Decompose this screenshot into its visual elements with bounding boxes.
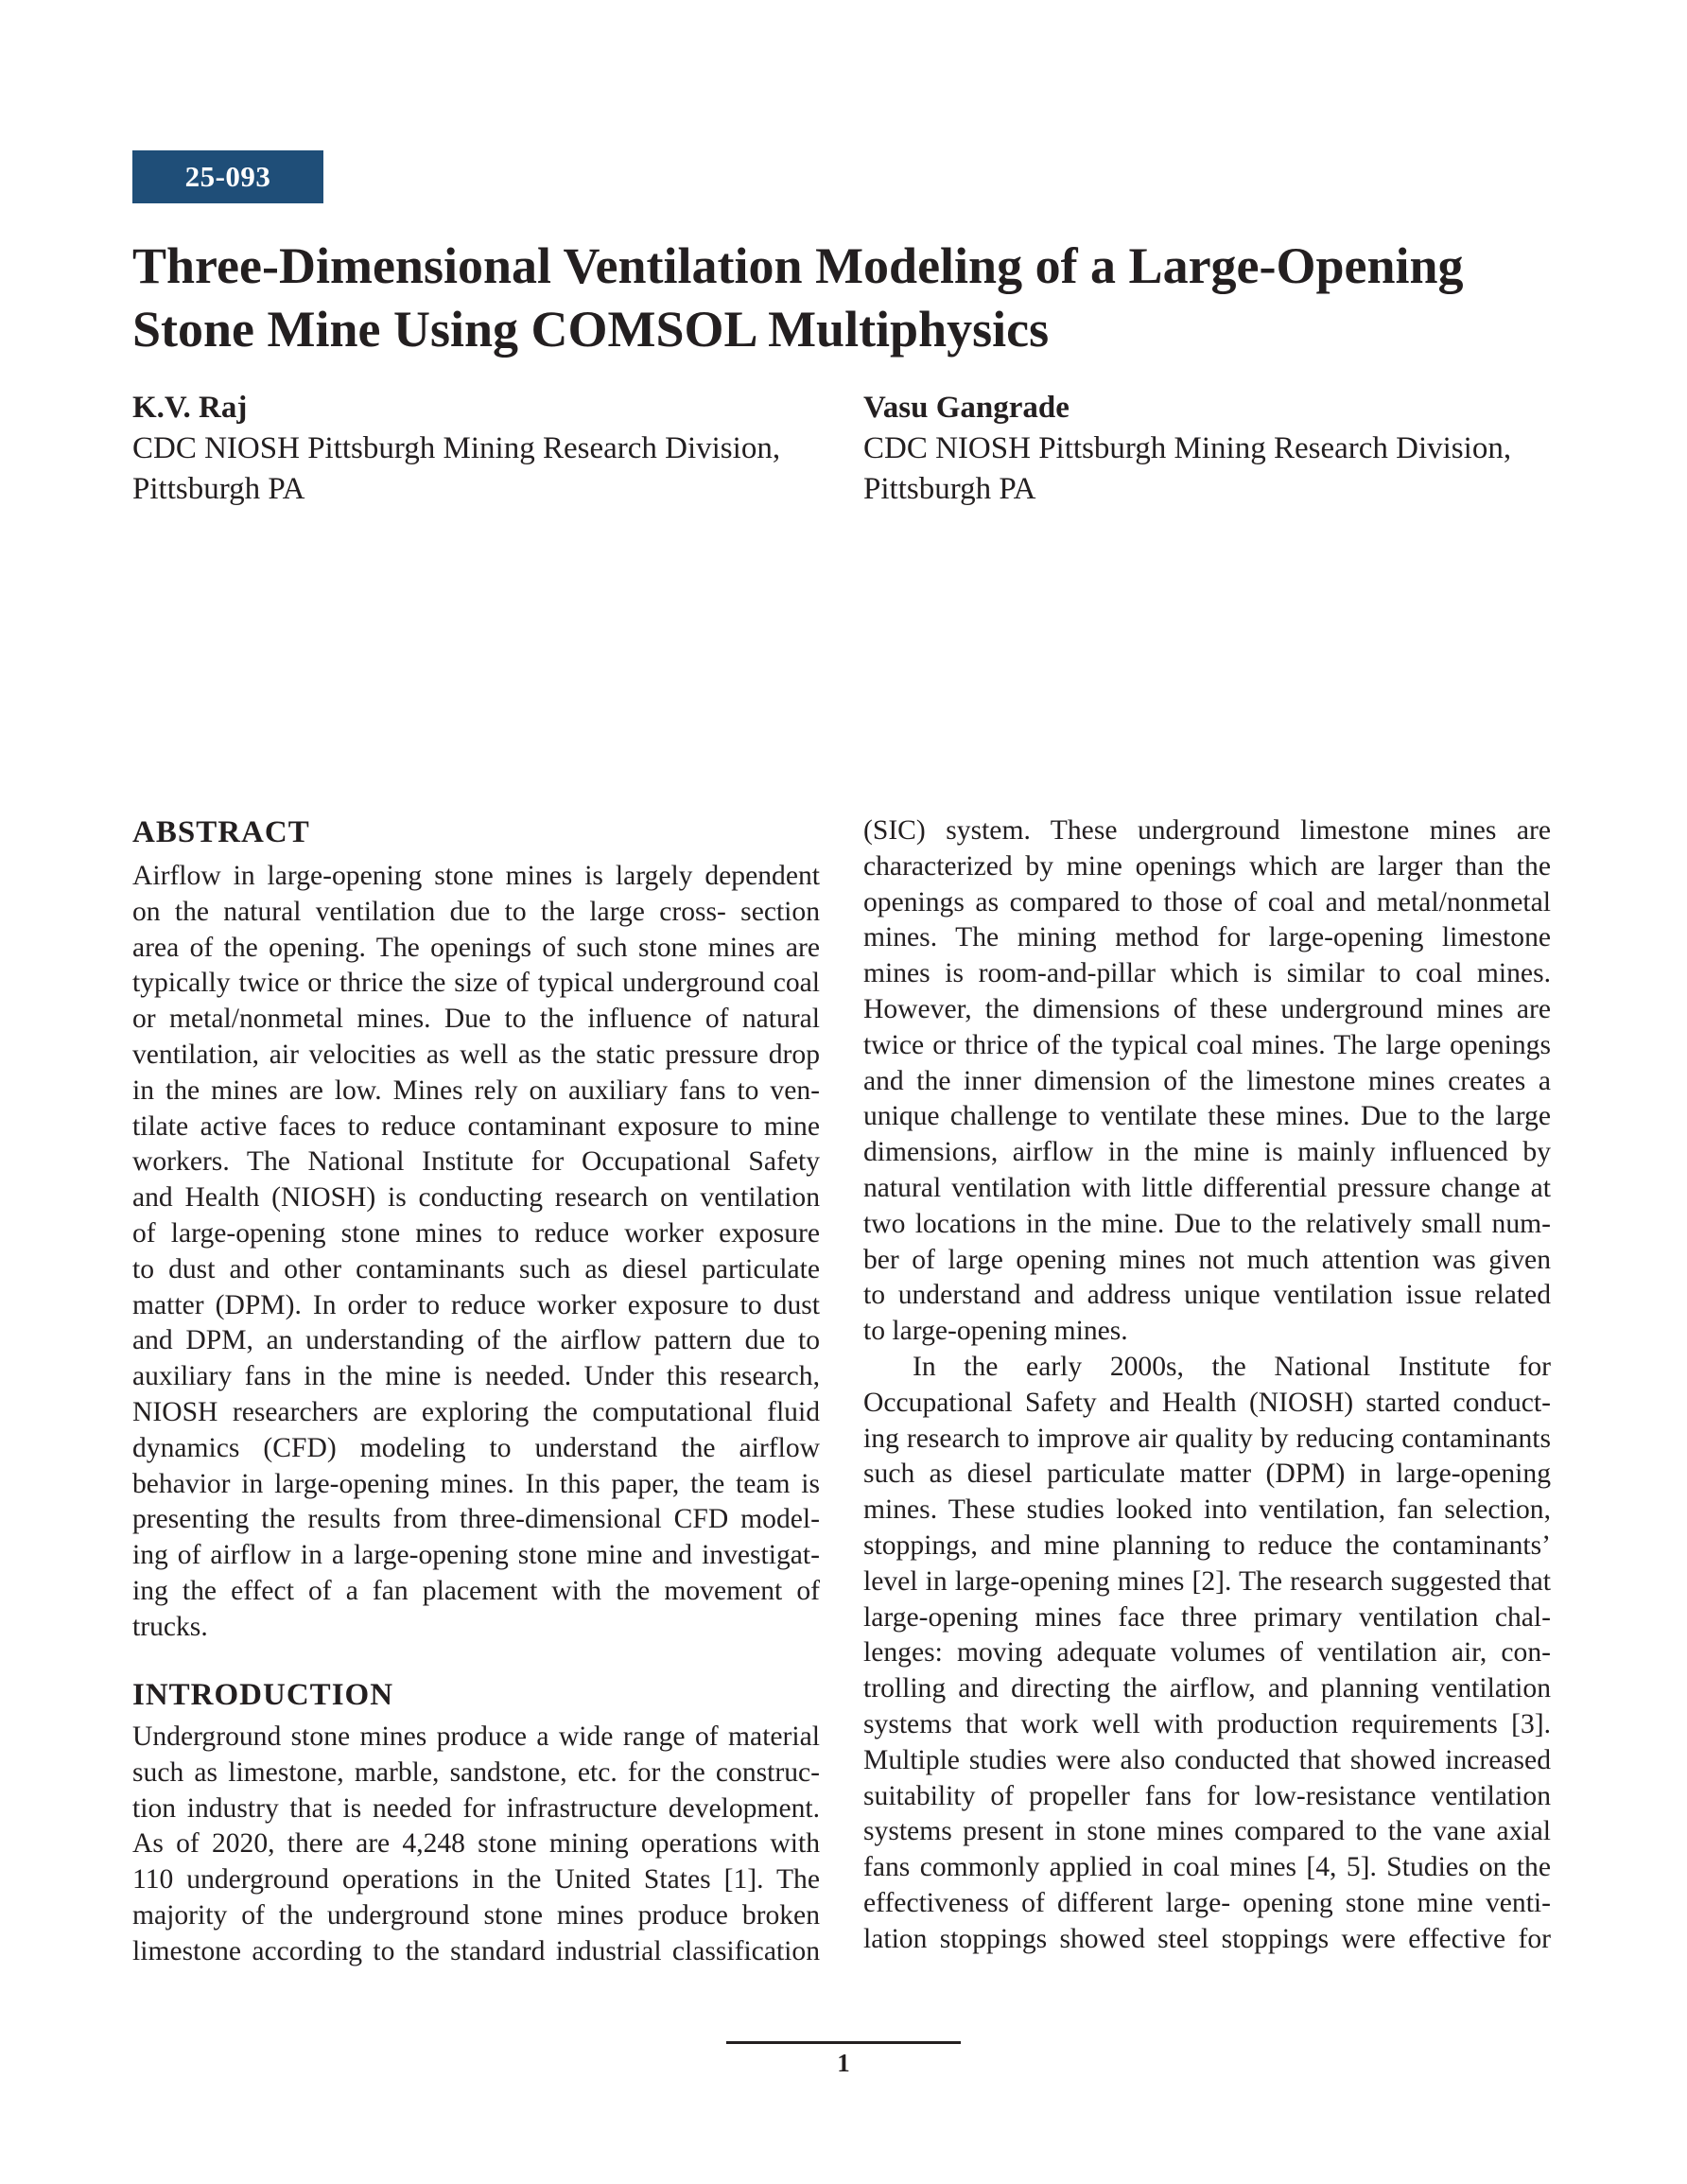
paper-id-badge: 25-093 bbox=[132, 150, 323, 203]
title-line: Stone Mine Using COMSOL Multiphysics bbox=[132, 301, 1050, 358]
paragraph bbox=[863, 1350, 1551, 1958]
abstract-heading: ABSTRACT bbox=[132, 815, 310, 849]
text-line: or metal/nonmetal mines. Due to the influence of natural bbox=[132, 1004, 820, 1035]
author-name: Vasu Gangrade bbox=[863, 391, 1070, 425]
text-line: NIOSH researchers are exploring the computational fluid bbox=[132, 1396, 820, 1427]
text-line: unique challenge to ventilate these mines. Due to the large bbox=[863, 1101, 1551, 1132]
text-line: behavior in large-opening mines. In this paper, the team is bbox=[132, 1468, 820, 1499]
author-affiliation: CDC NIOSH Pittsburgh Mining Research Division, bbox=[132, 431, 781, 465]
footer-rule bbox=[726, 2041, 961, 2044]
text-line: to understand and address unique ventilation issue related bbox=[863, 1280, 1551, 1311]
text-line: mines. These studies looked into ventilation, fan selection, bbox=[863, 1494, 1551, 1526]
text-line: (SIC) system. These underground limestone mines are bbox=[863, 815, 1551, 846]
text-line: Airflow in large-opening stone mines is largely dependent bbox=[132, 861, 820, 891]
text-line: In the early 2000s, the National Institute for bbox=[913, 1351, 1551, 1382]
text-line: of large-opening stone mines to reduce worker exposure bbox=[132, 1217, 820, 1249]
text-line: mines is room-and-pillar which is similar to coal mines. bbox=[863, 958, 1551, 989]
title-line: Three-Dimensional Ventilation Modeling of a Large-Opening bbox=[132, 237, 1464, 294]
introduction-section bbox=[132, 1676, 820, 1970]
text-line: natural ventilation with little differential pressure change at bbox=[863, 1172, 1551, 1203]
text-line: 110 underground operations in the United States [1]. The bbox=[132, 1864, 820, 1896]
text-line: matter (DPM). In order to reduce worker exposure to dust bbox=[132, 1289, 820, 1320]
text-line: ing the effect of a fan placement with the movement of bbox=[132, 1575, 820, 1606]
text-line: limestone according to the standard industrial classification bbox=[132, 1935, 820, 1966]
text-line: ber of large opening mines not much attention was given bbox=[863, 1244, 1551, 1275]
text-line: stoppings, and mine planning to reduce the contaminants’ bbox=[863, 1529, 1551, 1561]
text-line: twice or thrice of the typical coal mines. The large openings bbox=[863, 1029, 1551, 1060]
author-affiliation: CDC NIOSH Pittsburgh Mining Research Division, bbox=[863, 431, 1512, 465]
text-line: such as diesel particulate matter (DPM) in large-opening bbox=[863, 1459, 1551, 1490]
text-line: lenges: moving adequate volumes of ventilation air, con- bbox=[863, 1637, 1551, 1669]
author-affiliation: Pittsburgh PA bbox=[863, 472, 1036, 506]
text-line: lation stoppings showed steel stoppings were effective for bbox=[863, 1923, 1551, 1954]
author-block bbox=[863, 388, 1582, 510]
text-line: suitability of propeller fans for low-resistance ventilation bbox=[863, 1780, 1551, 1811]
text-line: However, the dimensions of these underground mines are bbox=[863, 993, 1551, 1024]
text-line: tilate active faces to reduce contaminant exposure to mine bbox=[132, 1110, 820, 1142]
text-line: auxiliary fans in the mine is needed. Under this research, bbox=[132, 1361, 820, 1392]
author-name: K.V. Raj bbox=[132, 391, 248, 425]
text-line: trucks. bbox=[132, 1611, 208, 1642]
text-line: presenting the results from three-dimensional CFD model- bbox=[132, 1504, 820, 1535]
paragraph bbox=[863, 813, 1551, 1350]
abstract-section bbox=[132, 813, 820, 1646]
text-line: and Health (NIOSH) is conducting research on ventilation bbox=[132, 1182, 820, 1214]
right-column-text bbox=[863, 813, 1551, 1958]
text-line: and the inner dimension of the limestone mines creates a bbox=[863, 1065, 1551, 1096]
page-number: 1 bbox=[837, 2049, 850, 2077]
text-line: workers. The National Institute for Occupational Safety bbox=[132, 1146, 820, 1178]
text-line: and DPM, an understanding of the airflow pattern due to bbox=[132, 1325, 820, 1356]
text-line: to dust and other contaminants such as diesel particulate bbox=[132, 1253, 820, 1284]
author-affiliation: Pittsburgh PA bbox=[132, 472, 305, 506]
text-line: Multiple studies were also conducted that showed increased bbox=[863, 1744, 1551, 1775]
text-line: systems that work well with production requirements [3]. bbox=[863, 1708, 1551, 1739]
text-line: effectiveness of different large- opening stone mine venti- bbox=[863, 1887, 1551, 1918]
text-line: trolling and directing the airflow, and planning ventilation bbox=[863, 1673, 1551, 1704]
text-line: two locations in the mine. Due to the relatively small num- bbox=[863, 1208, 1551, 1239]
text-line: fans commonly applied in coal mines [4, 5]. Studies on the bbox=[863, 1852, 1551, 1883]
text-line: Occupational Safety and Health (NIOSH) started conduct- bbox=[863, 1387, 1551, 1418]
text-line: such as limestone, marble, sandstone, etc. for the construc- bbox=[132, 1756, 820, 1788]
text-line: ventilation, air velocities as well as the static pressure drop bbox=[132, 1039, 820, 1070]
text-line: systems present in stone mines compared to the vane axial bbox=[863, 1816, 1551, 1847]
text-line: As of 2020, there are 4,248 stone mining operations with bbox=[132, 1828, 820, 1860]
author-block bbox=[132, 388, 851, 510]
text-line: in the mines are low. Mines rely on auxiliary fans to ven- bbox=[132, 1075, 820, 1106]
text-line: large-opening mines face three primary ventilation chal- bbox=[863, 1601, 1551, 1633]
text-line: dynamics (CFD) modeling to understand the airflow bbox=[132, 1432, 820, 1463]
paper-title bbox=[132, 235, 1464, 361]
text-line: openings as compared to those of coal and metal/nonmetal bbox=[863, 886, 1551, 917]
text-line: tion industry that is needed for infrastructure development. bbox=[132, 1792, 820, 1824]
text-line: to large-opening mines. bbox=[863, 1316, 1128, 1347]
text-line: ing of airflow in a large-opening stone mine and investigat- bbox=[132, 1540, 820, 1571]
text-line: Underground stone mines produce a wide range of material bbox=[132, 1721, 820, 1752]
abstract-text bbox=[132, 859, 820, 1646]
introduction-heading: INTRODUCTION bbox=[132, 1678, 394, 1712]
text-line: area of the opening. The openings of such stone mines are bbox=[132, 932, 820, 963]
text-line: level in large-opening mines [2]. The research suggested that bbox=[863, 1565, 1551, 1597]
text-line: ing research to improve air quality by reducing contaminants bbox=[863, 1423, 1551, 1454]
text-line: majority of the underground stone mines produce broken bbox=[132, 1899, 820, 1931]
text-line: characterized by mine openings which are larger than the bbox=[863, 850, 1551, 882]
text-line: mines. The mining method for large-opening limestone bbox=[863, 922, 1551, 953]
text-line: typically twice or thrice the size of typical underground coal bbox=[132, 968, 820, 999]
text-line: on the natural ventilation due to the large cross- section bbox=[132, 896, 820, 927]
introduction-text bbox=[132, 1720, 820, 1970]
text-line: dimensions, airflow in the mine is mainly influenced by bbox=[863, 1137, 1551, 1168]
